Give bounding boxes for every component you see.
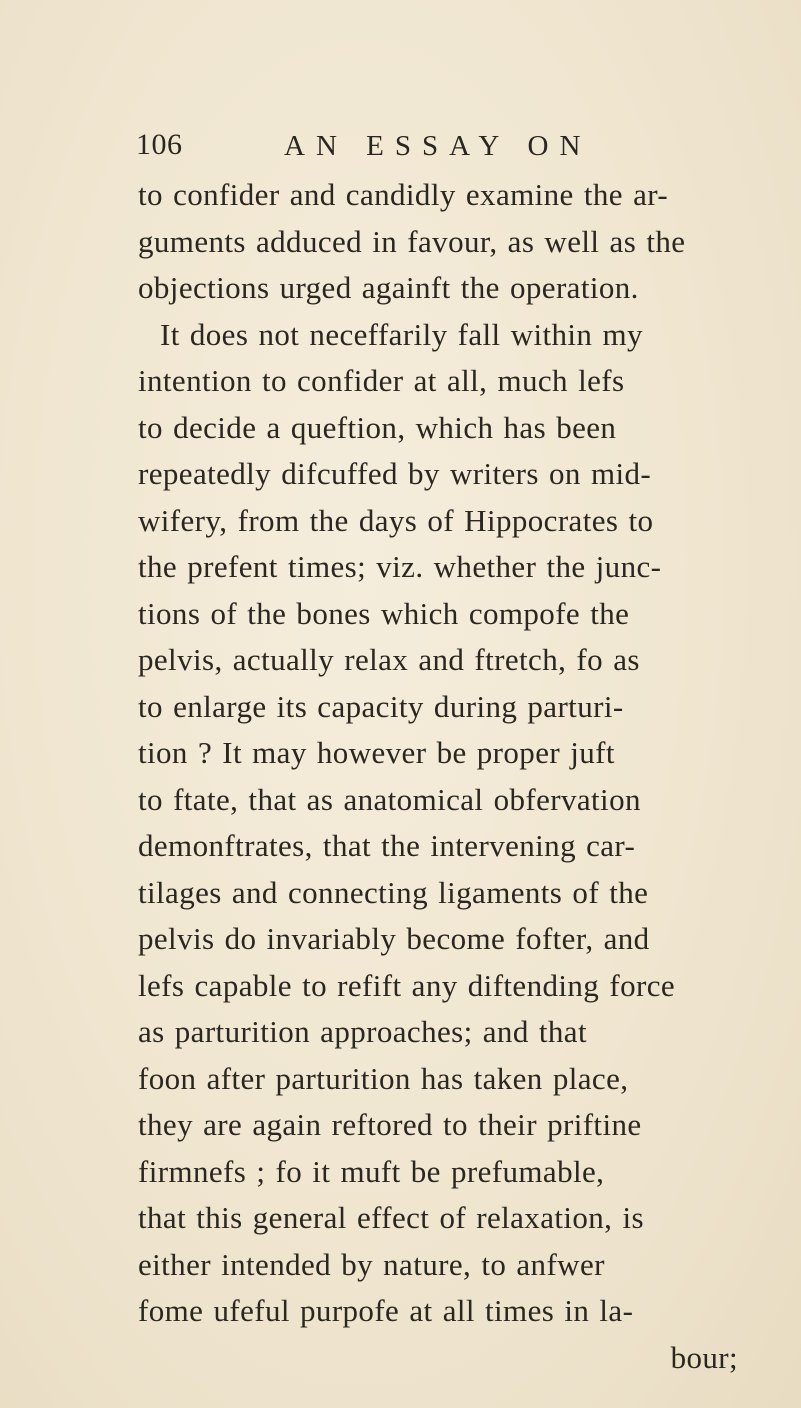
text-line: repeatedly difcuffed by writers on mid-	[138, 456, 652, 491]
body-text	[138, 172, 738, 1381]
text-line: objections urged againft the operation.	[138, 270, 639, 305]
text-line: as parturition approaches; and that	[138, 1014, 587, 1049]
text-line: guments adduced in favour, as well as the	[138, 223, 686, 259]
text-line: tilages and connecting ligaments of the	[138, 874, 649, 910]
text-line: tion ? It may however be proper juft	[138, 735, 615, 770]
text-line: fome ufeful purpofe at all times in la-	[138, 1293, 634, 1328]
text-line: demonftrates, that the intervening car-	[138, 828, 636, 863]
text-line: the prefent times; viz. whether the junc-	[138, 549, 662, 584]
text-line: either intended by nature, to anfwer	[138, 1246, 605, 1282]
running-head: AN ESSAY ON	[284, 130, 592, 162]
text-line: that this general effect of relaxation, is	[138, 1200, 644, 1235]
text-line: pelvis do invariably become fofter, and	[138, 921, 650, 956]
text-line: to ftate, that as anatomical obfervation	[138, 781, 641, 817]
text-line: tions of the bones which compofe the	[138, 595, 630, 631]
text-line: they are again reftored to their priftine	[138, 1107, 642, 1142]
text-line: foon after parturition has taken place,	[138, 1060, 629, 1096]
text-line: wifery, from the days of Hippocrates to	[138, 502, 654, 538]
text-line: to decide a queftion, which has been	[138, 409, 617, 445]
text-line: lefs capable to refift any diftending force	[138, 967, 676, 1003]
page-number: 106	[136, 128, 183, 161]
text-line: pelvis, actually relax and ftretch, fo as	[138, 642, 640, 677]
text-line: firmnefs ; fo it muft be prefumable,	[138, 1153, 605, 1189]
page-header	[136, 128, 736, 168]
text-line: intention to confider at all, much lefs	[138, 363, 625, 398]
text-line: to enlarge its capacity during parturi-	[138, 688, 624, 724]
paragraph-start-line: It does not neceffarily fall within my	[160, 316, 643, 352]
text-line: to confider and candidly examine the ar-	[138, 177, 669, 212]
catchword-line: bour;	[670, 1339, 738, 1375]
